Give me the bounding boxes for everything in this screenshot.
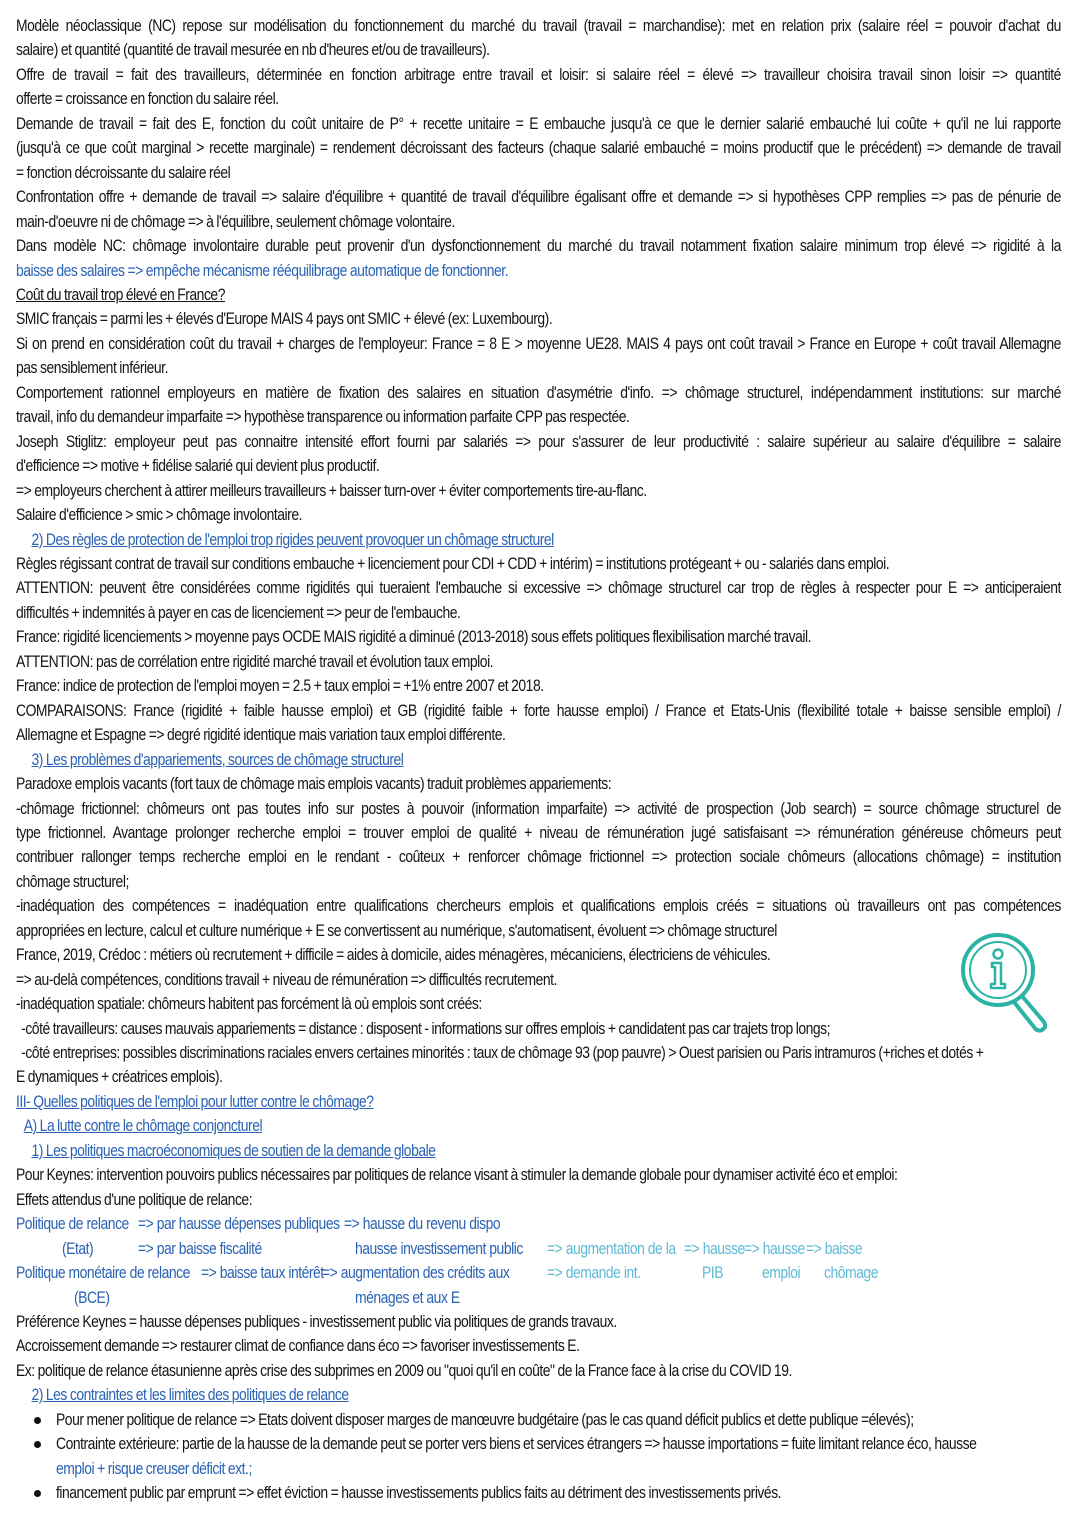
- text-line: Salaire d'efficience > smic > chômage involontaire.: [16, 506, 303, 525]
- text-line: contribuer rallonger temps recherche emploi en le rendant - coûteux + renforcer chômage frictionnel => protection sociale chômeurs (allocations chômage) = institution: [16, 848, 1061, 867]
- diagram-label: => hausse du revenu dispo: [344, 1215, 501, 1234]
- diagram-label: => baisse: [806, 1239, 863, 1258]
- bullet-text: Pour mener politique de relance => Etats doivent disposer marges de manœuvre budgétaire (pas le cas quand déficit publics et dette publique =élevés);: [56, 1410, 914, 1429]
- section-heading: A) La lutte contre le chômage conjoncturel: [23, 1117, 263, 1136]
- diagram-label: => augmentation de la: [547, 1239, 676, 1258]
- text-line: appropriées en lecture, calcul et culture numérique + E se convertissent au numérique, s'automatisent, évoluent => chômage structurel: [16, 921, 777, 940]
- text-line: Allemagne et Espagne => degré rigidité identique mais variation taux emploi différente.: [16, 726, 506, 745]
- diagram-label: => hausse: [684, 1239, 745, 1258]
- bullet-text: emploi + risque creuser déficit ext.;: [56, 1459, 252, 1478]
- text-line: Ex: politique de relance étasunienne après crise des subprimes en 2009 ou "quoi qu'il en coûte" de la France face à la crise du COVID 19.: [16, 1361, 792, 1380]
- text-line: Joseph Stiglitz: employeur peut pas connaitre intensité effort fourni par salariés => pour s'assurer de leur productivité : salaire supérieur au salaire d'équilibre = salaire: [16, 432, 1061, 451]
- text-line: salaire) et quantité (quantité de travail mesurée en nb d'heures et/ou de travailleurs).: [16, 41, 490, 60]
- text-line: pas sensiblement inférieur.: [16, 359, 168, 378]
- diagram-label: chômage: [824, 1264, 878, 1283]
- text-line: Si on prend en considération coût du travail + charges de l'employeur: France = 8 E > moyenne UE28. MAIS 4 pays ont coût travail > France en Europe + coût travail Allemagne: [16, 334, 1061, 353]
- text-line: Pour Keynes: intervention pouvoirs publics nécessaires par politiques de relance visant à stimuler la demande globale pour dynamiser activité éco et emploi:: [16, 1166, 898, 1185]
- text-line: -inadéquation spatiale: chômeurs habitent pas forcément là où emplois sont créés:: [16, 995, 482, 1014]
- subsection-heading: 3) Les problèmes d'appariements, sources de chômage structurel: [31, 750, 404, 769]
- bullet-text: financement public par emprunt => effet éviction = hausse investissements publics faits au détriment des investissements privés.: [56, 1484, 782, 1503]
- text-line: Offre de travail = fait des travailleurs, déterminée en fonction arbitrage entre travail et loisir: si salaire réel = élevé => travailleur choisira travail sinon loisir => quantité: [16, 65, 1061, 84]
- text-line: Dans modèle NC: chômage involontaire durable peut provenir d'un dysfonctionnement du marché du travail notamment fixation salaire minimum trop élevé => rigidité à la: [16, 237, 1061, 256]
- text-line: => employeurs cherchent à attirer meilleurs travailleurs + baisser turn-over + éviter comportements tire-au-flanc.: [16, 481, 647, 500]
- text-line: COMPARAISONS: France (rigidité + faible hausse emploi) et GB (rigidité faible + forte hausse emploi) / France et Etats-Unis (flexibilité totale + baisse sensible emploi) /: [16, 701, 1061, 720]
- bullet-dot: [34, 1417, 41, 1424]
- text-line: Préférence Keynes = hausse dépenses publiques - investissement public via politiques de grands travaux.: [16, 1312, 617, 1331]
- text-line: main-d'oeuvre ni de chômage => à l'équilibre, seulement chômage volontaire.: [16, 212, 455, 231]
- info-magnifier-icon: [958, 930, 1050, 1035]
- text-line: Demande de travail = fait des E, fonction du coût unitaire de P° + recette unitaire = E embauche jusqu'à ce que le dernier salarié embauché lui coûte + qu'il ne lui rapporte: [16, 114, 1061, 133]
- subsection-heading: 2) Des règles de protection de l'emploi trop rigides peuvent provoquer un chômage structurel: [31, 530, 554, 549]
- subsection-heading: 1) Les politiques macroéconomiques de soutien de la demande globale: [31, 1141, 436, 1160]
- diagram-label: => demande int.: [547, 1264, 641, 1283]
- text-line: (jusqu'à ce que coût marginal > recette marginale) = rendement décroissant des facteurs (chaque salarié embauché = moins productif que le précédent) => demande de travail: [16, 139, 1061, 158]
- text-line: E dynamiques + créatrices emplois).: [16, 1068, 223, 1087]
- bullet-item-continuation: [16, 1457, 1058, 1481]
- diagram-label: hausse investissement public: [355, 1239, 523, 1258]
- text-line: Confrontation offre + demande de travail => salaire d'équilibre + quantité de travail d'équilibre égalisant offre et demande => si hypothèses CPP remplies => pas de pénurie de: [16, 188, 1061, 207]
- diagram-label: => hausse: [744, 1239, 805, 1258]
- diagram-label: => augmentation des crédits aux: [322, 1264, 510, 1283]
- text-line: travail, info du demandeur imparfaite => hypothèse transparence ou information parfaite CPP pas respectée.: [16, 408, 630, 427]
- text-line: -côté entreprises: possibles discriminations raciales envers certaines minorités : taux de chômage 93 (pop pauvre) > Ouest parisien ou Paris intramuros (+riches et dotés +: [21, 1044, 984, 1063]
- section-heading: Coût du travail trop élevé en France?: [16, 285, 225, 304]
- bullet-dot: [34, 1490, 41, 1497]
- text-line: France: rigidité licenciements > moyenne pays OCDE MAIS rigidité a diminué (2013-2018) sous effets politiques flexibilisation marché travail.: [16, 628, 812, 647]
- text-line: France, 2019, Crédoc : métiers où recrutement + difficile = aides à domicile, aides ménagères, mécaniciens, électriciens de véhicules.: [16, 946, 771, 965]
- text-line: -côté travailleurs: causes mauvais appariements = distance : disposent - informations sur offres emplois + candidatent pas car trajets trop longs;: [21, 1019, 831, 1038]
- relance-diagram: [16, 1212, 1058, 1310]
- diagram-label: Politique de relance: [16, 1215, 129, 1234]
- text-line: SMIC français = parmi les + élevés d'Europe MAIS 4 pays ont SMIC + élevé (ex: Luxembourg).: [16, 310, 553, 329]
- text-line: Accroissement demande => restaurer climat de confiance dans éco => favoriser investissements E.: [16, 1337, 580, 1356]
- text-line: type frictionnel. Avantage prolonger recherche emploi = trouver emploi de qualité + niveau de rémunération jugé satisfaisant => rémunération généreuse chômeurs peut: [16, 823, 1061, 842]
- diagram-label: => par baisse fiscalité: [138, 1239, 262, 1258]
- text-line: offerte = croissance en fonction du salaire réel.: [16, 90, 279, 109]
- bullet-text: Contrainte extérieure: partie de la hausse de la demande peut se porter vers biens et services étrangers => hausse importations = fuite limitant relance éco, hausse: [56, 1435, 977, 1454]
- text-line: Modèle néoclassique (NC) repose sur modélisation du fonctionnement du marché du travail (travail = marchandise): met en relation prix (salaire réel = pouvoir d'achat du: [16, 17, 1061, 35]
- diagram-label: (Etat): [62, 1239, 94, 1258]
- subsection-heading: 2) Les contraintes et les limites des politiques de relance: [31, 1386, 349, 1405]
- text-line: Règles régissant contrat de travail sur conditions embauche + licenciement pour CDI + CDD + intérim) = institutions protégeant + ou - salariés dans emploi.: [16, 554, 890, 573]
- bullet-item: [16, 1408, 1058, 1432]
- diagram-label: Politique monétaire de relance: [16, 1264, 190, 1283]
- text-line: = fonction décroissante du salaire réel: [16, 163, 231, 182]
- text-line: -chômage frictionnel: chômeurs ont pas toutes info sur postes à pouvoir (information imparfaite) => activité de prospection (Job search) = source chômage structurel de: [16, 799, 1061, 818]
- text-line: ATTENTION: pas de corrélation entre rigidité marché travail et évolution taux emploi.: [16, 652, 494, 671]
- text-line: baisse des salaires => empêche mécanisme rééquilibrage automatique de fonctionner.: [16, 261, 509, 280]
- diagram-label: PIB: [702, 1264, 724, 1283]
- bullet-item: [16, 1481, 1058, 1505]
- diagram-label: => baisse taux intérêt: [201, 1264, 324, 1283]
- diagram-label: => par hausse dépenses publiques: [138, 1215, 340, 1234]
- text-line: ATTENTION: peuvent être considérées comme rigidités qui tueraient l'embauche si excessive => chômage structurel car trop de règles à respecter pour E => anticiperaient: [16, 579, 1061, 598]
- text-line: -inadéquation des compétences = inadéquation entre qualifications chercheurs emplois et qualifications emplois créés = situations où travailleurs ont pas compétences: [16, 897, 1061, 916]
- bullet-item: [16, 1432, 1058, 1456]
- text-line: Comportement rationnel employeurs en matière de fixation des salaires en situation d'asymétrie d'info. => chômage structurel, indépendamment institutions: sur marché: [16, 383, 1061, 402]
- text-line: Effets attendus d'une politique de relance:: [16, 1190, 253, 1209]
- diagram-label: emploi: [762, 1264, 801, 1283]
- text-line: difficultés + indemnités à payer en cas de licenciement => peur de l'embauche.: [16, 603, 461, 622]
- diagram-label: ménages et aux E: [355, 1288, 460, 1307]
- text-line: Paradoxe emplois vacants (fort taux de chômage mais emplois vacants) traduit problèmes appariements:: [16, 775, 612, 794]
- part-heading: III- Quelles politiques de l'emploi pour lutter contre le chômage?: [16, 1092, 374, 1111]
- text-line: chômage structurel;: [16, 872, 129, 891]
- bullet-dot: [34, 1441, 41, 1448]
- text-line: => au-delà compétences, conditions travail + niveau de rémunération => difficultés recrutement.: [16, 970, 557, 989]
- diagram-label: (BCE): [74, 1288, 110, 1307]
- text-line: France: indice de protection de l'emploi moyen = 2.5 + taux emploi = +1% entre 2007 et 2018.: [16, 677, 544, 696]
- text-line: d'efficience => motive + fidélise salarié qui devient plus productif.: [16, 457, 380, 476]
